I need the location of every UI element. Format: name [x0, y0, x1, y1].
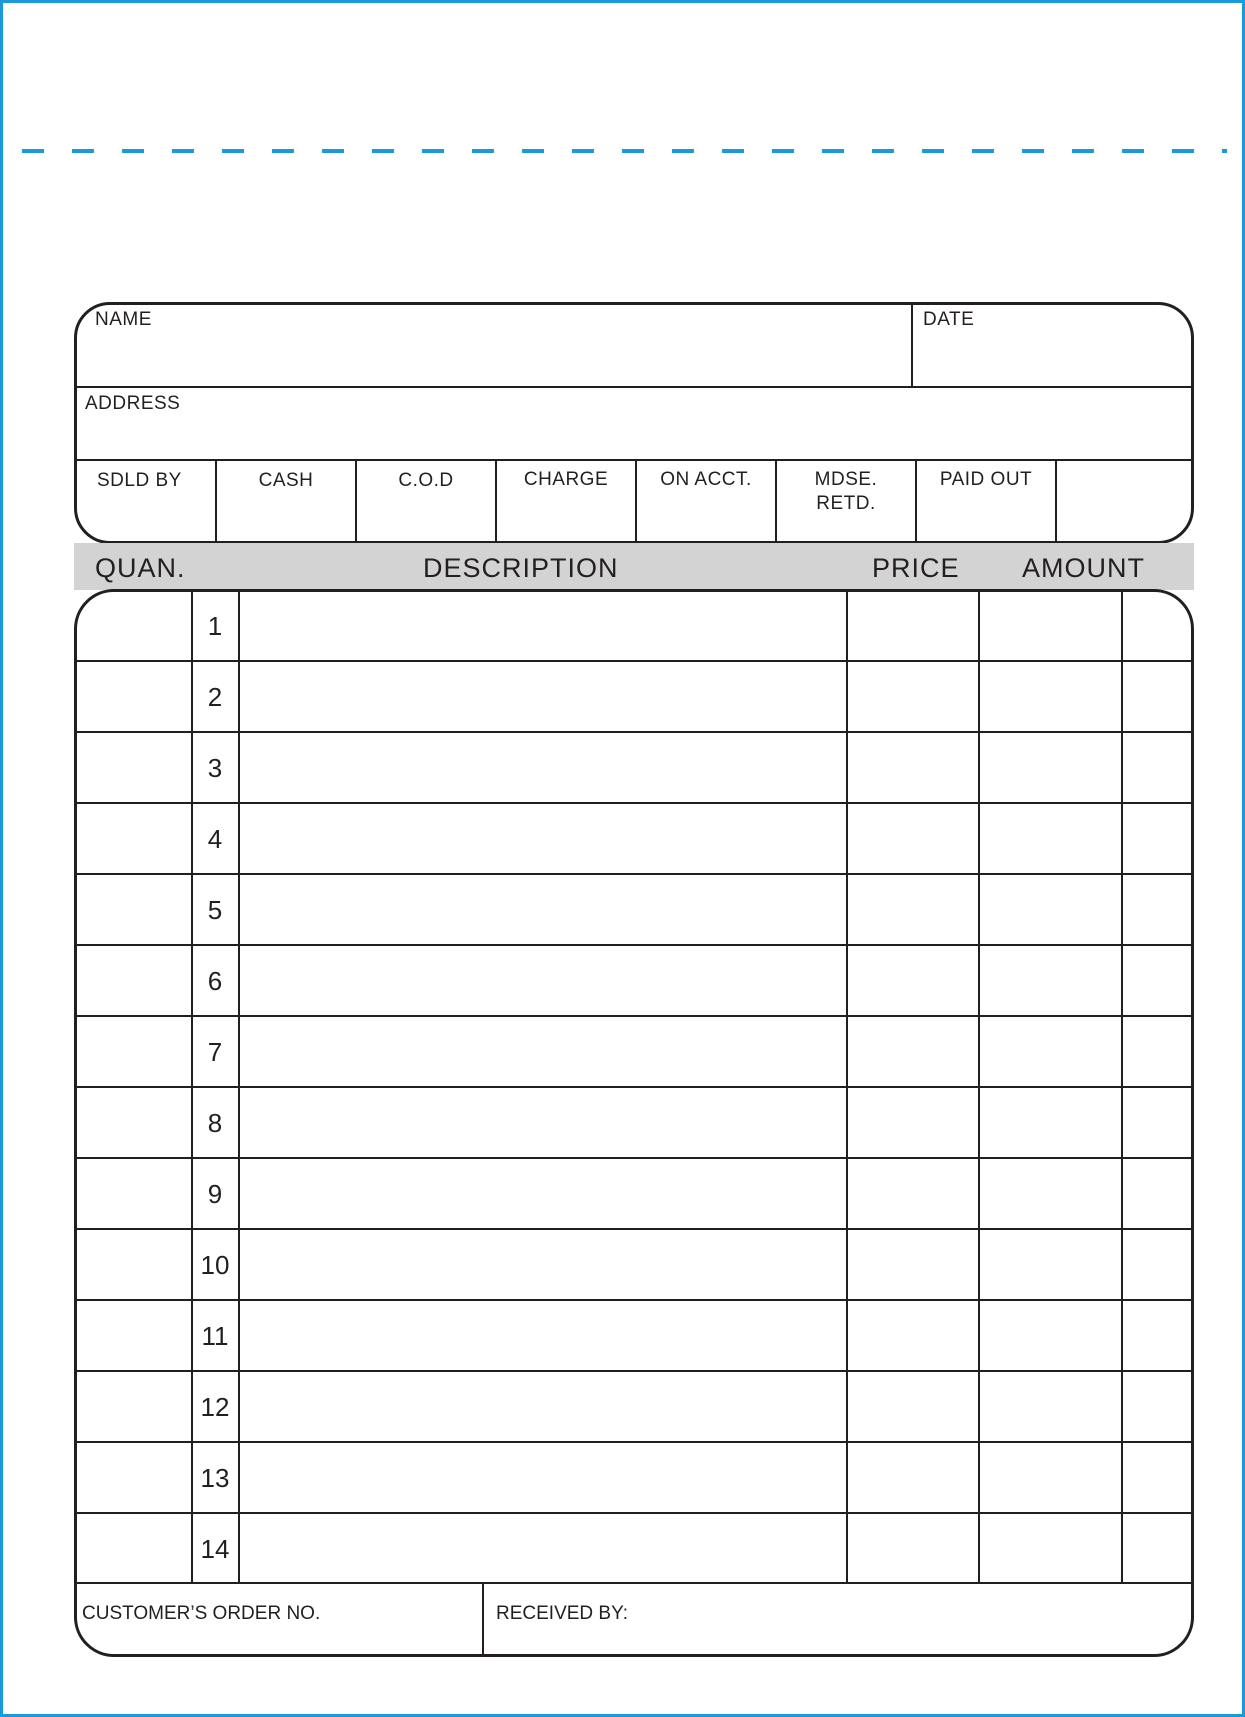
footer-divider — [75, 1582, 1193, 1584]
line-number: 8 — [207, 1108, 223, 1138]
customer-order-number-field[interactable]: CUSTOMER’S ORDER NO. — [82, 1603, 321, 1624]
row-divider — [75, 1370, 1193, 1372]
line-number: 10 — [200, 1250, 230, 1280]
row-divider — [75, 1441, 1193, 1443]
row-divider — [75, 1512, 1193, 1514]
row-divider — [75, 731, 1193, 733]
row-divider — [75, 1086, 1193, 1088]
column-amount: AMOUNT — [1022, 553, 1145, 583]
customer-info-box — [74, 302, 1194, 544]
footer-divider-vertical — [482, 1583, 484, 1656]
column-quantity: QUAN. — [95, 553, 186, 583]
name-date-divider — [911, 303, 913, 388]
row-divider — [75, 944, 1193, 946]
date-field[interactable]: DATE — [923, 309, 975, 330]
on-account-option[interactable]: ON ACCT. — [660, 469, 752, 490]
received-by-field[interactable]: RECEIVED BY: — [496, 1603, 628, 1624]
perforation-line — [22, 149, 1227, 153]
line-items-table — [74, 589, 1194, 1657]
row-divider — [75, 1015, 1193, 1017]
paid-out-option[interactable]: PAID OUT — [939, 469, 1033, 490]
row-divider — [75, 1299, 1193, 1301]
line-number: 3 — [207, 753, 223, 783]
sold-by-field[interactable]: SDLD BY — [97, 470, 182, 491]
line-number: 9 — [207, 1179, 223, 1209]
merchandise-returned-option-line2: RETD. — [816, 493, 876, 514]
row-divider — [75, 802, 1193, 804]
line-number: 12 — [200, 1392, 230, 1422]
cash-option[interactable]: CASH — [258, 470, 314, 491]
line-number: 7 — [207, 1037, 223, 1067]
line-number: 11 — [201, 1321, 229, 1351]
name-field[interactable]: NAME — [95, 309, 152, 330]
row-divider — [75, 1157, 1193, 1159]
line-number: 6 — [207, 966, 223, 996]
line-number: 5 — [207, 895, 223, 925]
line-number: 1 — [207, 611, 223, 641]
line-number: 14 — [200, 1534, 230, 1564]
row-divider — [75, 873, 1193, 875]
column-price: PRICE — [872, 553, 960, 583]
cod-option[interactable]: C.O.D — [398, 470, 454, 491]
row-divider — [75, 660, 1193, 662]
header-divider-2 — [75, 459, 1193, 461]
line-number: 2 — [207, 682, 223, 712]
payment-blank-cell[interactable] — [1057, 461, 1191, 541]
column-description: DESCRIPTION — [423, 553, 619, 583]
row-divider — [75, 1228, 1193, 1230]
line-number: 13 — [200, 1463, 230, 1493]
address-field[interactable]: ADDRESS — [85, 393, 181, 414]
line-number: 4 — [207, 824, 223, 854]
charge-option[interactable]: CHARGE — [523, 469, 609, 490]
merchandise-returned-option[interactable]: MDSE. — [814, 469, 878, 490]
header-divider-1 — [75, 386, 1193, 388]
